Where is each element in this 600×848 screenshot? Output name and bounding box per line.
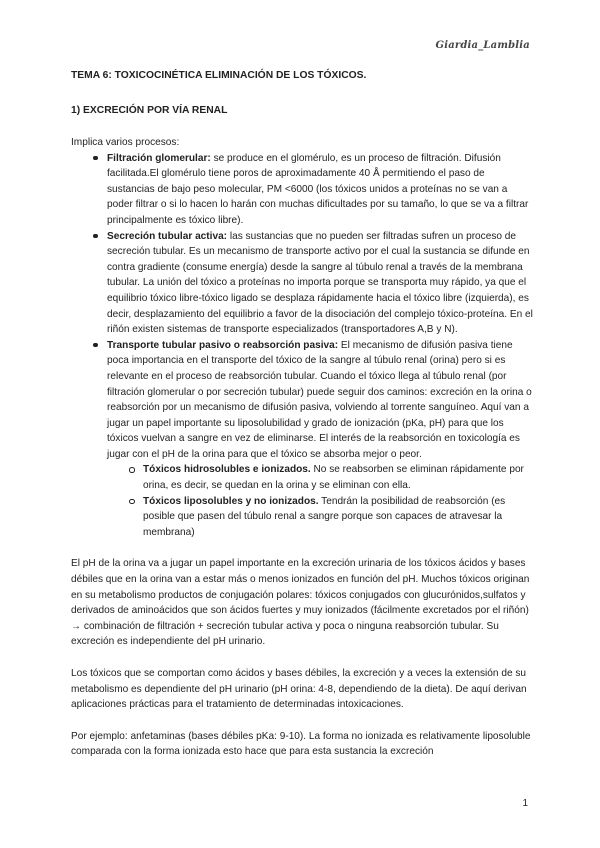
list-item-term: Filtración glomerular: (107, 152, 211, 164)
document-title: TEMA 6: TOXICOCINÉTICA ELIMINACIÓN DE LOS TÓXICOS. (71, 70, 367, 81)
section-heading: 1) EXCRECIÓN POR VÍA RENAL (71, 105, 228, 116)
list-item (107, 338, 533, 541)
list-item-text: El mecanismo de difusión pasiva tiene poca importancia en el transporte del tóxico de la sangre al túbulo renal (orina) pero si es relevante en el proceso de reabsorción tubular. Cuando el tóxico llega al túbulo renal (por filtración glomerular o por secreción tubular) puede seguir dos caminos: excreción en la orina o reabsorción por un mecanismo de difusión pasiva, volviendo al torrente sanguíneo. Aquí van a jugar un papel importante su liposolubilidad y grado de ionización (pKa, pH) para que los tóxicos vuelvan a sangre en vez de eliminarse. El interés de la reabsorción en toxicología es jugar con el pH de la orina para que el tóxico se absorba mejor o peor. (107, 339, 532, 460)
sub-item-term: Tóxicos hidrosolubles e ionizados. (143, 464, 311, 476)
sub-item-text: No se reabsorben se eliminan rápidamente por orina, es decir, se quedan en la orina y se eliminan con ella. (143, 464, 524, 492)
intro-text: Implica varios procesos: (71, 137, 180, 148)
sub-list-item (143, 494, 533, 541)
sub-item-text: Tendrán la posibilidad de reabsorción (es posible que pasen del túbulo renal a sangre porque son capaces de atravesar la membrana) (143, 495, 506, 538)
list-item-text: se produce en el glomérulo, es un proceso de filtración. Difusión facilitada.El glomérulo tiene poros de aproximadamente 40 Å permitiendo el paso de sustancias de bajo peso molecular, PM <6000 (los tóxicos unidos a proteínas no se van a poder filtrar o si lo hacen lo harán con muchas dificultades por su tamaño, lo que se va a filtrar principalmente es tóxico libre). (107, 152, 529, 226)
paragraph-ph-urine: El pH de la orina va a jugar un papel importante en la excreción urinaria de los tóxicos ácidos y bases débiles que en la orina van a estar más o menos ionizados en función del pH. Muchos tóxicos originan en su metabolismo productos de conjugación polares: tóxicos conjugados con glucurónidos,sulfatos y derivados de aminoácidos que son ácidos fuertes y muy ionizados (fácilmente excretados por el riñón) → combinación de filtración + secreción tubular activa y poca o ninguna reabsorción tubular. Su excreción es independiente del pH urinario. (71, 558, 530, 648)
paragraph-weak-acids-bases: Los tóxicos que se comportan como ácidos y bases débiles, la excreción y a veces la extensión de su metabolismo es dependiente del pH urinario (pH orina: 4-8, dependiendo de la dieta). De aquí derivan aplicaciones prácticas para el tratamiento de determinadas intoxicaciones. (71, 668, 527, 711)
list-item (107, 229, 533, 338)
document-body (71, 68, 533, 760)
sub-list (107, 462, 533, 540)
author-signature: Giardia_Lamblia (435, 40, 530, 51)
paragraph-example: Por ejemplo: anfetaminas (bases débiles pKa: 9-10). La forma no ionizada es relativamente liposoluble comparada con la forma ionizada esto hace que para esta sustancia la excreción (71, 730, 531, 758)
list-item (107, 151, 533, 229)
list-item-text: las sustancias que no pueden ser filtradas sufren un proceso de secreción tubular. Es un mecanismo de transporte activo por el cual la sustancia se difunde en contra gradiente (consume energía) desde la sangre al túbulo renal a través de la membrana tubular. La unión del tóxico a proteínas no importa porque se transporta muy rápido, ya que el equilibrio tóxico libre-tóxico ligado se desplaza rápidamente hacia el tóxico libre (izquierda), es decir, desplazamiento del equilibrio a favor de la disociación del complejo tóxico-proteína. En el riñón existen sistemas de transporte especializados (transportadores A,B y N). (107, 230, 533, 336)
process-list (71, 151, 533, 541)
list-item-term: Secreción tubular activa: (107, 230, 228, 242)
list-item-term: Transporte tubular pasivo o reabsorción pasiva: (107, 339, 339, 351)
sub-item-term: Tóxicos liposolubles y no ionizados. (143, 495, 319, 507)
page-number: 1 (522, 798, 528, 809)
sub-list-item (143, 462, 533, 493)
